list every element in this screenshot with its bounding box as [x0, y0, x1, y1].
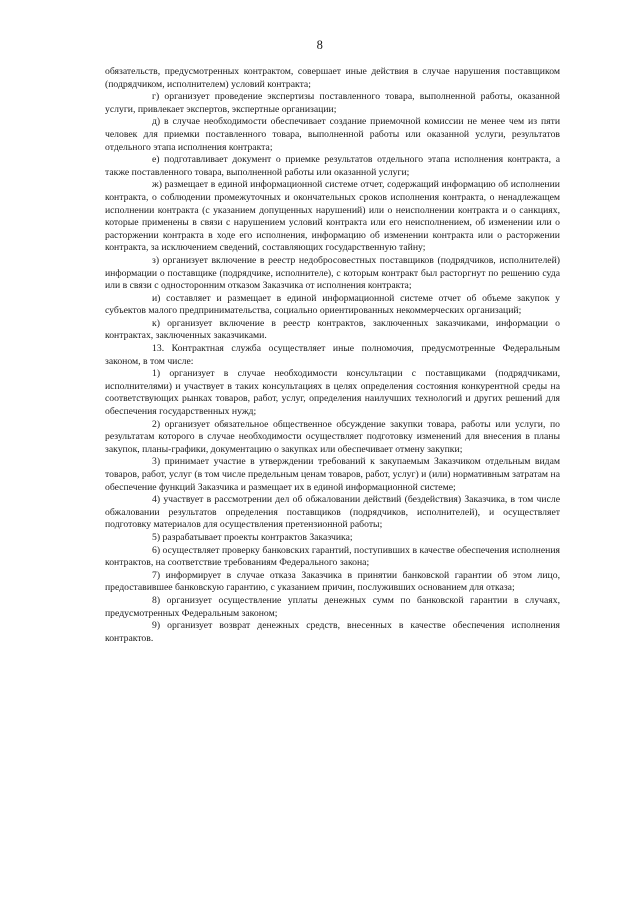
paragraph-item-7: 7) информирует в случае отказа Заказчика в принятии банковской гарантии об этом лицо, предоставившее банковскую гарантию, с указанием причин, послуживших основанием для отказа;	[105, 569, 560, 594]
paragraph-section-13: 13. Контрактная служба осуществляет иные полномочия, предусмотренные Федеральным законом, в том числе:	[105, 343, 560, 367]
paragraph-item-4: 4) участвует в рассмотрении дел об обжаловании действий (бездействия) Заказчика, в том числе обжаловании результатов определения поставщиков (подрядчиков, исполнителей), и осуществляет подготовку материалов для осуществления претензионной работы;	[105, 494, 560, 531]
page-number: 8	[316, 38, 324, 52]
paragraph-item-1: 1) организует в случае необходимости консультации с поставщиками (подрядчиками, исполнителями) и участвует в таких консультациях в целях определения состояния конкурентной среды на соответствующих рынках товаров, работ, услуг, определения наилучших технологий и других решений для обеспечения государственных нужд;	[105, 368, 560, 418]
paragraph-item-zh: ж) размещает в единой информационной системе отчет, содержащий информацию об исполнении контракта, о соблюдении промежуточных и окончательных сроков исполнения контракта, о ненадлежащем исполнении контракта (с указанием допущенных нарушений) или о неисполнении контракта и о санкциях, которые применены в связи с нарушением условий контракта или его неисполнением, об изменении или о расторжении контракта в ходе его исполнения, информацию об изменении контракта или о расторжении контракта, за исключением сведений, составляющих государственную тайну;	[105, 179, 560, 254]
paragraph-continuation: обязательств, предусмотренных контрактом, совершает иные действия в случае нарушения поставщиком (подрядчиком, исполнителем) условий контракта;	[105, 66, 560, 90]
paragraph-item-5: 5) разрабатывает проекты контрактов Заказчика;	[152, 531, 353, 543]
paragraph-item-d: д) в случае необходимости обеспечивает создание приемочной комиссии не менее чем из пяти человек для приемки поставленного товара, выполненной работы или оказанной услуги, результатов отдельного этапа исполнения контракта;	[105, 116, 560, 153]
paragraph-item-k: к) организует включение в реестр контрактов, заключенных заказчиками, информации о контрактах, заключенных заказчиками.	[105, 317, 560, 342]
paragraph-item-9: 9) организует возврат денежных средств, внесенных в качестве обеспечения исполнения контрактов.	[105, 620, 560, 644]
document-body	[105, 66, 560, 645]
paragraph-item-z: з) организует включение в реестр недобросовестных поставщиков (подрядчиков, исполнителей) информации о поставщике (подрядчике, исполнителе), с которым контракт был расторгнут по решению суда или в связи с односторонним отказом Заказчика от исполнения контракта;	[105, 254, 560, 292]
paragraph-item-6: 6) осуществляет проверку банковских гарантий, поступивших в качестве обеспечения исполнения контрактов, на соответствие требованиям Федерального закона;	[105, 544, 560, 569]
paragraph-item-8: 8) организует осуществление уплаты денежных сумм по банковской гарантии в случаях, предусмотренных Федеральным законом;	[105, 594, 560, 619]
paragraph-item-3: 3) принимает участие в утверждении требований к закупаемым Заказчиком отдельным видам товаров, работ, услуг (в том числе предельным ценам товаров, работ, услуг) и (или) нормативным затратам на обеспечение функций Заказчика и размещает их в единой информационной системе;	[105, 456, 560, 493]
paragraph-item-g: г) организует проведение экспертизы поставленного товара, выполненной работы, оказанной услуги, привлекает экспертов, экспертные организации;	[105, 91, 560, 115]
paragraph-item-e: е) подготавливает документ о приемке результатов отдельного этапа исполнения контракта, а также поставленного товара, выполненной работы или оказанной услуги;	[105, 154, 560, 178]
paragraph-item-2: 2) организует обязательное общественное обсуждение закупки товара, работы или услуги, по результатам которого в случае необходимости осуществляет подготовку изменений для внесения в планы закупок, планы-графики, документацию о закупках или обеспечивает отмену закупки;	[105, 418, 560, 455]
paragraph-item-i: и) составляет и размещает в единой информационной системе отчет об объеме закупок у субъектов малого предпринимательства, социально ориентированных некоммерческих организаций;	[105, 292, 560, 317]
